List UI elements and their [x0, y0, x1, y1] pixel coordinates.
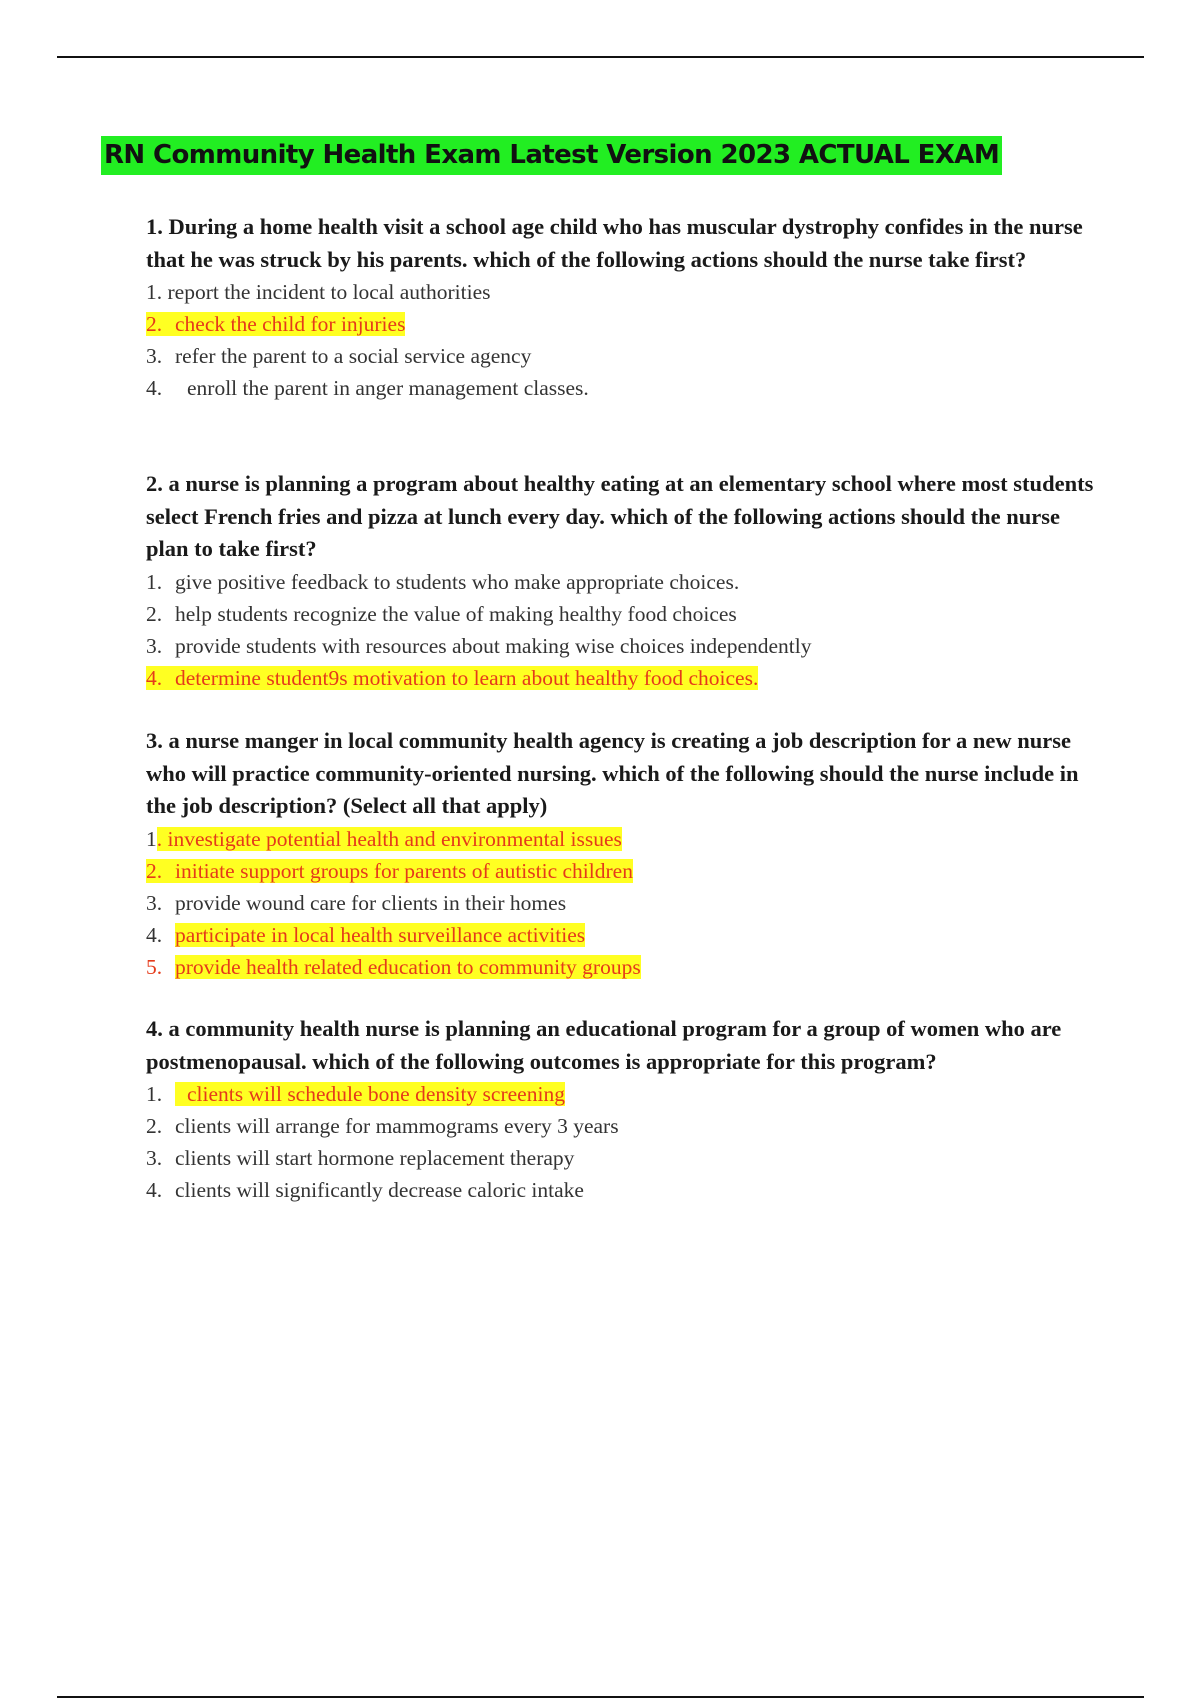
option-number: 1. [146, 1082, 163, 1106]
option-number: 1 [146, 826, 157, 851]
answer-highlight [146, 666, 758, 690]
option-2 [146, 598, 1096, 630]
option-1-answer [146, 823, 1096, 855]
option-text: determine student9s motivation to learn about healthy food choices. [175, 665, 759, 690]
options-list [146, 566, 1096, 694]
question-stem: 4. a community health nurse is planning an educational program for a group of women who are postmenopausal. which of the following outcomes is appropriate for this program? [146, 1016, 1062, 1074]
option-number: 1. [146, 569, 163, 594]
option-number: 2. [146, 312, 163, 336]
option-number: 5. [146, 954, 163, 979]
options-list [146, 823, 1096, 983]
option-2 [146, 1110, 1096, 1142]
option-text: provide students with resources about making wise choices independently [175, 633, 812, 658]
option-number: 2. [146, 1114, 163, 1138]
question-3 [146, 725, 1096, 983]
option-2-answer [146, 855, 1096, 887]
answer-highlight: participate in local health surveillance activities [175, 922, 586, 947]
option-number: 4. [146, 376, 163, 400]
option-number: 4. [146, 665, 163, 690]
question-stem: 1. During a home health visit a school age child who has muscular dystrophy confides in the nurse that he was struck by his parents. which of the following actions should the nurse take first? [146, 214, 1083, 272]
answer-highlight [146, 312, 405, 336]
option-number: 3. [146, 633, 163, 658]
option-text: help students recognize the value of making healthy food choices [175, 601, 737, 626]
question-2 [146, 468, 1096, 694]
option-text: clients will schedule bone density screening [187, 1082, 565, 1106]
question-1 [146, 211, 1096, 404]
option-number: 3. [146, 890, 163, 915]
option-3 [146, 1142, 1096, 1174]
option-3 [146, 887, 1096, 919]
option-text: clients will arrange for mammograms every 3 years [175, 1114, 619, 1138]
options-list [146, 276, 1096, 404]
answer-highlight: provide health related education to community groups [175, 954, 641, 979]
option-text: give positive feedback to students who make appropriate choices. [175, 569, 740, 594]
footer-rule [57, 1696, 1144, 1698]
option-text: provide wound care for clients in their homes [175, 890, 567, 915]
option-text: report the incident to local authorities [167, 280, 491, 304]
options-list [146, 1078, 1096, 1206]
option-3 [146, 340, 1096, 372]
option-4-answer [146, 662, 1096, 694]
option-text: clients will significantly decrease caloric intake [175, 1178, 584, 1202]
option-text: enroll the parent in anger management classes. [187, 376, 589, 400]
option-text: refer the parent to a social service agency [175, 344, 532, 368]
option-2-answer [146, 308, 1096, 340]
option-number: 3. [146, 344, 163, 368]
answer-highlight [146, 859, 633, 883]
page-title: RN Community Health Exam Latest Version 2023 ACTUAL EXAM [101, 136, 1002, 175]
header-rule [57, 56, 1144, 58]
option-3 [146, 630, 1096, 662]
option-1 [146, 276, 1096, 308]
option-number: 4. [146, 922, 163, 947]
option-number: 1. [146, 280, 163, 304]
answer-highlight: . investigate potential health and environmental issues [156, 826, 622, 851]
option-4-answer [146, 919, 1096, 951]
option-text: check the child for injuries [175, 312, 406, 336]
option-4 [146, 1174, 1096, 1206]
option-number: 3. [146, 1146, 163, 1170]
option-text: clients will start hormone replacement therapy [175, 1146, 575, 1170]
option-text: initiate support groups for parents of autistic children [175, 858, 633, 883]
question-stem: 2. a nurse is planning a program about healthy eating at an elementary school where most students select French fries and pizza at lunch every day. which of the following actions should the nurse plan to take first? [146, 471, 1094, 561]
option-5-answer [146, 951, 1096, 983]
option-4 [146, 372, 1096, 404]
question-stem: 3. a nurse manger in local community health agency is creating a job description for a new nurse who will practice community-oriented nursing. which of the following should the nurse include in the job description? (Select all that apply) [146, 728, 1079, 818]
option-1 [146, 566, 1096, 598]
option-number: 2. [146, 601, 163, 626]
option-number: 2. [146, 858, 163, 883]
question-4 [146, 1013, 1096, 1206]
option-1-answer [146, 1078, 1096, 1110]
option-number: 4. [146, 1178, 163, 1202]
answer-highlight [175, 1082, 565, 1106]
